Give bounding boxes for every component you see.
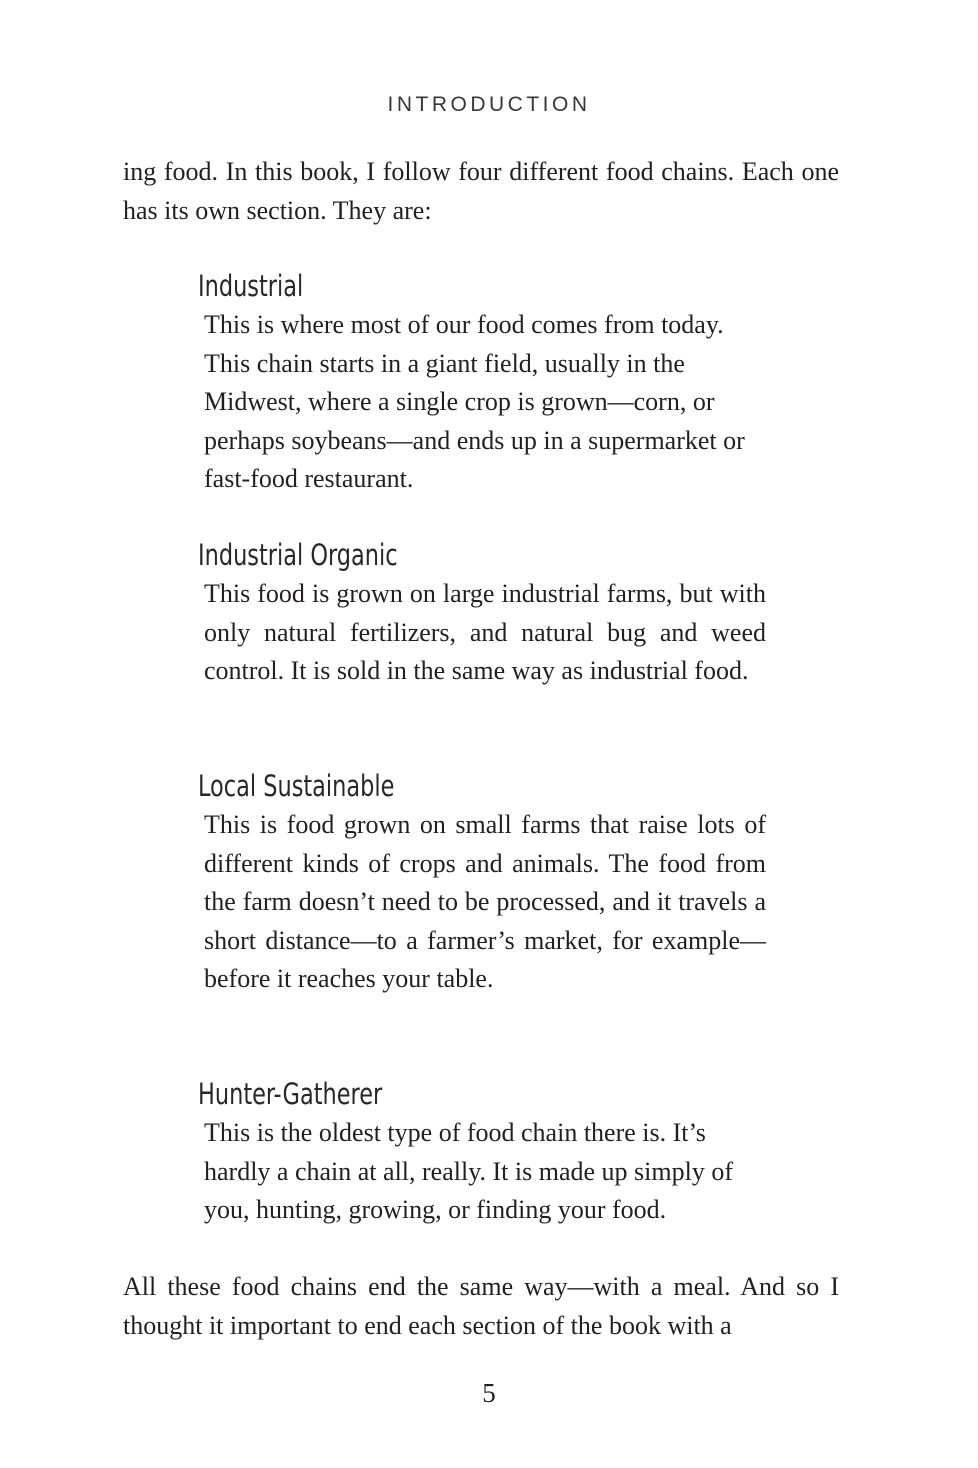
section-body-industrial: This is where most of our food comes from today. This chain starts in a giant field, usually in the Midwest, where a single crop is grown—corn, or perhaps soybeans—and ends up in a supermarket or fast-food restaurant. [204, 310, 745, 494]
section-heading-local-sustainable: Local Sustainable [198, 769, 395, 803]
intro-paragraph: ing food. In this book, I follow four different food chains. Each one has its own section. They are: [123, 157, 839, 225]
section-body-industrial-organic: This food is grown on large industrial farms, but with only natural fertilizers, and natural bug and weed control. It is sold in the same way as industrial food. [204, 579, 766, 686]
section-hunter-gatherer [198, 1076, 766, 1230]
section-heading-industrial: Industrial [198, 269, 304, 303]
page-number: 5 [482, 1378, 496, 1408]
section-heading-industrial-organic: Industrial Organic [198, 538, 398, 572]
running-head: INTRODUCTION [387, 93, 591, 116]
closing-paragraph: All these food chains end the same way—with a meal. And so I thought it important to end each section of the book with a [123, 1272, 839, 1340]
section-body-hunter-gatherer: This is the oldest type of food chain there is. It’s hardly a chain at all, really. It is made up simply of you, hunting, growing, or finding your food. [204, 1118, 733, 1225]
section-body-local-sustainable: This is food grown on small farms that raise lots of different kinds of crops and animals. The food from the farm doesn’t need to be processed, and it travels a short distance—to a farmer’s market, for example—before it reaches your table. [204, 810, 766, 994]
section-local-sustainable [198, 768, 766, 999]
section-industrial [198, 268, 766, 499]
section-heading-hunter-gatherer: Hunter-Gatherer [198, 1077, 383, 1111]
section-industrial-organic [198, 537, 766, 691]
